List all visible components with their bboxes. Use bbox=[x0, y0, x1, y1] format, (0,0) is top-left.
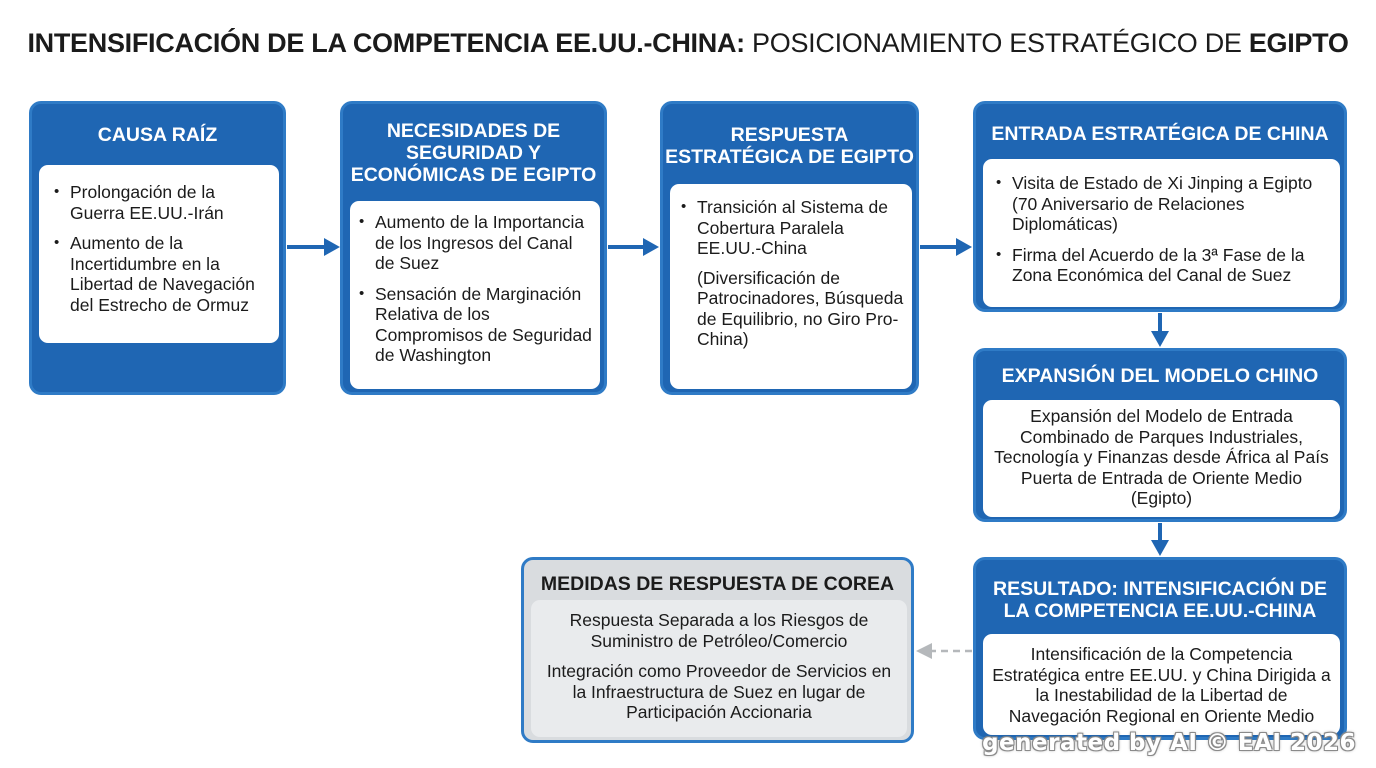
result-body bbox=[983, 634, 1340, 735]
arrow-down-icon bbox=[1151, 523, 1169, 556]
root-cause-box bbox=[29, 101, 286, 395]
dashed-arrow-left-icon bbox=[916, 643, 972, 659]
egypt-needs-box bbox=[340, 101, 607, 395]
arrow-right-icon bbox=[608, 238, 659, 256]
egypt-needs-item: • Aumento de la Importancia de los Ingresos del Canal de Suez bbox=[352, 212, 596, 274]
root-cause-item: • Aumento de la Incertidumbre en la Libertad de Navegación del Estrecho de Ormuz bbox=[47, 233, 271, 315]
china-entry-item: • Firma del Acuerdo de la 3ª Fase de la Zona Económica del Canal de Suez bbox=[989, 245, 1334, 286]
china-model-expansion-body bbox=[983, 400, 1340, 517]
result-text: Intensificación de la Competencia Estratégica entre EE.UU. y China Dirigida a la Inestabilidad de la Libertad de Navegación Regional en Oriente Medio bbox=[992, 644, 1331, 726]
china-entry-box bbox=[973, 101, 1347, 312]
egypt-response-box bbox=[660, 101, 919, 395]
result-heading: RESULTADO: INTENSIFICACIÓN DE LA COMPETENCIA EE.UU.-CHINA bbox=[992, 578, 1328, 622]
korea-measure-text: Respuesta Separada a los Riesgos de Suministro de Petróleo/Comercio bbox=[569, 610, 869, 651]
root-cause-body bbox=[39, 165, 279, 343]
china-model-expansion-text: Expansión del Modelo de Entrada Combinado de Parques Industriales, Tecnología y Finanzas desde África al País Puerta de Entrada de Oriente Medio (Egipto) bbox=[994, 406, 1329, 508]
korea-measures-heading: MEDIDAS DE RESPUESTA DE COREA bbox=[540, 573, 895, 595]
korea-measure-text: Integración como Proveedor de Servicios en la Infraestructura de Suez en lugar de Participación Accionaria bbox=[546, 661, 892, 722]
egypt-response-heading: RESPUESTA ESTRATÉGICA DE EGIPTO bbox=[665, 124, 914, 168]
arrow-down-icon bbox=[1151, 313, 1169, 347]
arrow-right-icon bbox=[287, 238, 340, 256]
china-model-expansion-box bbox=[973, 348, 1347, 522]
china-entry-item: • Visita de Estado de Xi Jinping a Egipto (70 Aniversario de Relaciones Diplomáticas) bbox=[989, 173, 1334, 235]
egypt-response-note: (Diversificación de Patrocinadores, Búsqueda de Equilibrio, no Giro Pro-China) bbox=[697, 267, 904, 349]
egypt-response-body bbox=[670, 184, 912, 389]
watermark: generated by AI © EAI 2026 bbox=[982, 730, 1356, 756]
china-entry-body bbox=[983, 159, 1340, 307]
korea-measures-box bbox=[521, 557, 914, 743]
china-model-expansion-heading: EXPANSIÓN DEL MODELO CHINO bbox=[1001, 365, 1319, 387]
korea-measures-body bbox=[531, 600, 907, 737]
page-title: INTENSIFICACIÓN DE LA COMPETENCIA EE.UU.-CHINA: POSICIONAMIENTO ESTRATÉGICO DE EGIPTO bbox=[27, 28, 1349, 58]
root-cause-item: • Prolongación de la Guerra EE.UU.-Irán bbox=[47, 182, 271, 223]
china-entry-heading: ENTRADA ESTRATÉGICA DE CHINA bbox=[991, 123, 1329, 145]
arrow-right-icon bbox=[920, 238, 972, 256]
result-box bbox=[973, 557, 1347, 740]
egypt-response-item: • Transición al Sistema de Cobertura Paralela EE.UU.-China bbox=[674, 197, 908, 259]
egypt-needs-body bbox=[350, 201, 600, 389]
egypt-needs-heading: NECESIDADES DE SEGURIDAD Y ECONÓMICAS DE EGIPTO bbox=[350, 120, 597, 186]
egypt-needs-item: • Sensación de Marginación Relativa de los Compromisos de Seguridad de Washington bbox=[352, 284, 596, 366]
root-cause-heading: CAUSA RAÍZ bbox=[97, 124, 218, 146]
